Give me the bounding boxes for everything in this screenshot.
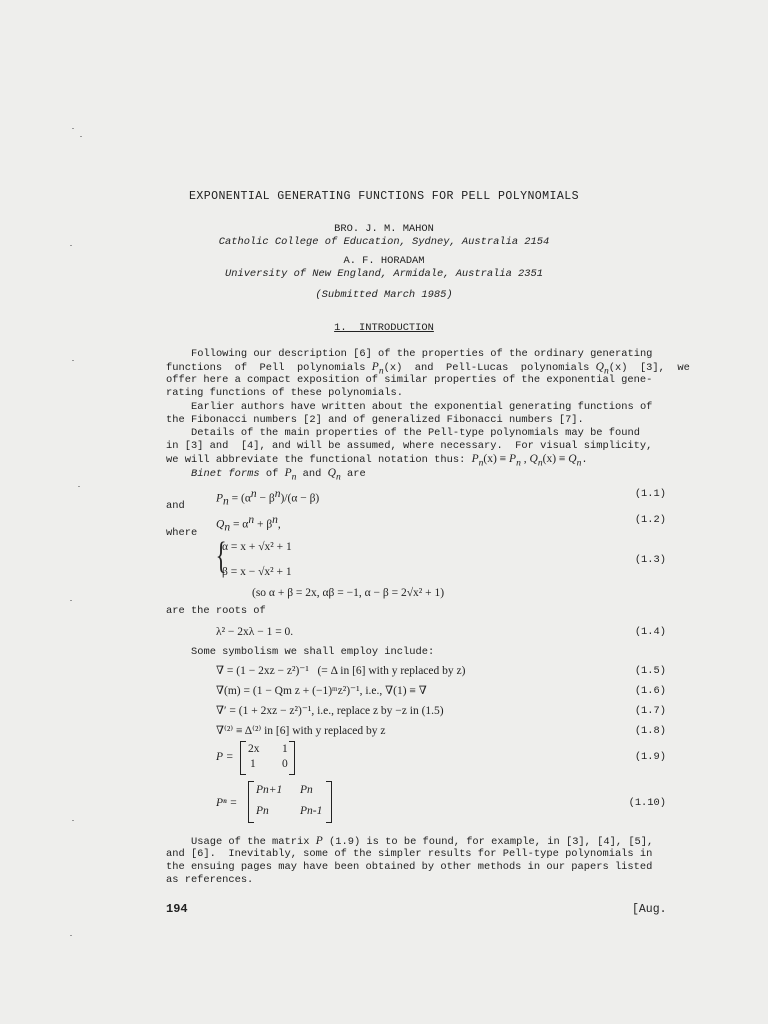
body-line: Usage of the matrix P (1.9) is to be found, for example, in [3], [4], [5], bbox=[191, 835, 654, 848]
equation-number: (1.6) bbox=[634, 685, 666, 697]
equation-number: (1.7) bbox=[634, 705, 666, 717]
equation-1-3-line: β = x − √x² + 1 bbox=[222, 566, 292, 578]
margin-speck bbox=[78, 486, 80, 487]
issue-marker: [Aug. bbox=[632, 903, 667, 916]
equation-1-5: ∇ = (1 − 2xz − z²)⁻¹ (= Δ in [6] with y replaced by z) bbox=[216, 665, 466, 677]
margin-speck bbox=[72, 128, 74, 129]
body-line: offer here a compact exposition of similar properties of the exponential gene- bbox=[166, 374, 653, 386]
paper-title: EXPONENTIAL GENERATING FUNCTIONS FOR PELL POLYNOMIALS bbox=[189, 190, 579, 203]
author-affiliation: University of New England, Armidale, Australia 2351 bbox=[224, 268, 543, 280]
margin-speck bbox=[80, 136, 82, 137]
margin-speck bbox=[72, 360, 74, 361]
matrix-cell: Pn+1 bbox=[256, 784, 283, 796]
body-line: Some symbolism we shall employ include: bbox=[191, 646, 435, 658]
matrix-cell: Pn bbox=[300, 784, 313, 796]
matrix-right-bracket bbox=[289, 741, 295, 775]
equation-1-3-line: α = x + √x² + 1 bbox=[222, 541, 292, 553]
equation-number: (1.3) bbox=[634, 554, 666, 566]
equation-1-2: $Q_n = \alpha^n + \beta^n$, bbox=[216, 514, 281, 534]
equation-1-8: ∇⁽²⁾ ≡ Δ⁽²⁾ in [6] with y replaced by z bbox=[216, 725, 386, 737]
matrix-lhs: P = bbox=[216, 751, 234, 763]
matrix-cell: 0 bbox=[282, 758, 288, 770]
equation-number: (1.1) bbox=[634, 488, 666, 500]
matrix-cell: 1 bbox=[282, 743, 288, 755]
matrix-cell: 2x bbox=[248, 743, 260, 755]
body-line: in [3] and [4], and will be assumed, where necessary. For visual simplicity, bbox=[166, 440, 653, 452]
equation-1-4: λ² − 2xλ − 1 = 0. bbox=[216, 626, 294, 638]
equation-1-6: ∇(m) = (1 − Qm z + (−1)ᵐz²)⁻¹, i.e., ∇(1) ≡ ∇ bbox=[216, 685, 427, 697]
equation-1-3-note: (so α + β = 2x, αβ = −1, α − β = 2√x² + 1) bbox=[252, 587, 445, 599]
body-line: the Fibonacci numbers [2] and of generalized Fibonacci numbers [7]. bbox=[166, 414, 584, 426]
body-line: and [6]. Inevitably, some of the simpler results for Pell-type polynomials in bbox=[166, 848, 653, 860]
margin-speck bbox=[70, 935, 72, 936]
author-name: BRO. J. M. MAHON bbox=[334, 223, 434, 235]
equation-1-1: $P_n = (\alpha^n - \beta^n)/(\alpha - \beta)$ bbox=[216, 488, 320, 508]
matrix-right-bracket bbox=[326, 781, 332, 823]
equation-number: (1.4) bbox=[634, 626, 666, 638]
equation-1-7: ∇′ = (1 + 2xz − z²)⁻¹, i.e., replace z by −z in (1.5) bbox=[216, 705, 444, 717]
matrix-cell: Pn-1 bbox=[300, 805, 323, 817]
body-line: Earlier authors have written about the exponential generating functions of bbox=[191, 401, 653, 413]
page-number: 194 bbox=[166, 902, 188, 916]
matrix-cell: Pn bbox=[256, 805, 269, 817]
section-heading bbox=[0, 322, 768, 335]
body-line: as references. bbox=[166, 874, 254, 886]
body-line: Binet forms of $P_n$ and $Q_n$ are bbox=[191, 467, 366, 483]
body-line: we will abbreviate the functional notation thus: $P_n(x) \equiv P_n$ , $Q_n(x) \equiv Q_n$. bbox=[166, 453, 588, 469]
equation-number: (1.2) bbox=[634, 514, 666, 526]
matrix-left-bracket bbox=[248, 781, 254, 823]
author-name: A. F. HORADAM bbox=[343, 255, 425, 267]
margin-speck bbox=[70, 600, 72, 601]
body-line: where bbox=[166, 527, 198, 539]
equation-number: (1.5) bbox=[634, 665, 666, 677]
matrix-cell: 1 bbox=[250, 758, 256, 770]
body-line: functions of Pell polynomials $P_n(x)$ and Pell-Lucas polynomials $Q_n(x)$ [3], we bbox=[166, 361, 690, 377]
section-heading-text: 1. INTRODUCTION bbox=[334, 322, 434, 334]
margin-speck bbox=[72, 820, 74, 821]
equation-number: (1.9) bbox=[634, 751, 666, 763]
equation-number: (1.10) bbox=[628, 797, 666, 809]
body-line: the ensuing pages may have been obtained by other methods in our papers listed bbox=[166, 861, 653, 873]
body-line: rating functions of these polynomials. bbox=[166, 387, 403, 399]
matrix-left-bracket bbox=[240, 741, 246, 775]
body-line: are the roots of bbox=[166, 605, 266, 617]
body-line: Details of the main properties of the Pell-type polynomials may be found bbox=[191, 427, 640, 439]
author-affiliation: Catholic College of Education, Sydney, Australia 2154 bbox=[218, 236, 550, 248]
equation-number: (1.8) bbox=[634, 725, 666, 737]
left-brace: { bbox=[215, 535, 227, 577]
body-line: Following our description [6] of the properties of the ordinary generating bbox=[191, 348, 653, 360]
matrix-lhs: Pⁿ = bbox=[216, 797, 238, 809]
submission-date: (Submitted March 1985) bbox=[315, 289, 453, 301]
body-line: and bbox=[166, 500, 185, 512]
